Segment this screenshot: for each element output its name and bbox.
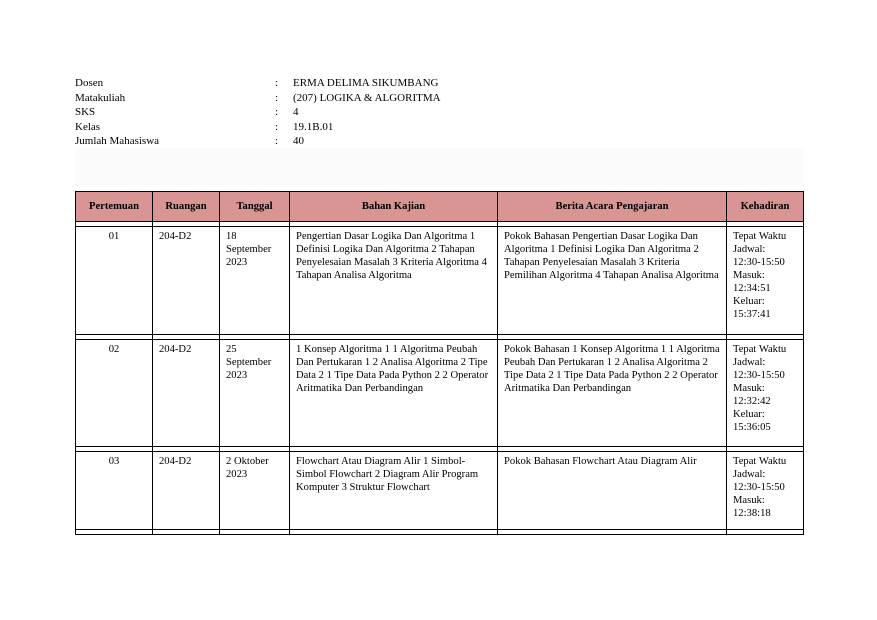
kehadiran-keluar: 15:37:41 [733, 309, 771, 320]
info-row-matakuliah [75, 91, 441, 106]
table-row [76, 452, 804, 530]
kehadiran-masuk-label: Masuk: [733, 495, 765, 506]
info-value: (207) LOGIKA & ALGORITMA [293, 91, 441, 104]
section-spacer [75, 148, 803, 185]
pertemuan-cell: 02 [76, 340, 153, 447]
kehadiran-keluar-label: Keluar: [733, 409, 765, 420]
tanggal-cell: 2 Oktober 2023 [220, 452, 290, 530]
info-row-sks [75, 105, 441, 120]
kehadiran-status: Tepat Waktu [733, 456, 787, 467]
kehadiran-cell [727, 227, 804, 335]
kehadiran-jadwal-label: Jadwal: [733, 357, 766, 368]
kehadiran-jadwal: 12:30-15:50 [733, 257, 785, 268]
kehadiran-status: Tepat Waktu [733, 344, 787, 355]
ruangan-cell: 204-D2 [153, 452, 220, 530]
bahan-kajian-cell: Flowchart Atau Diagram Alir 1 Simbol-Simbol Flowchart 2 Diagram Alir Program Komputer 3 Struktur Flowchart [290, 452, 498, 530]
kehadiran-masuk: 12:38:18 [733, 508, 771, 519]
info-label: Kelas [75, 120, 101, 133]
info-separator: : [275, 91, 279, 104]
info-value: 19.1B.01 [293, 120, 334, 133]
info-row-dosen [75, 76, 441, 91]
column-header-bahan-kajian: Bahan Kajian [290, 192, 498, 222]
kehadiran-cell [727, 452, 804, 530]
kehadiran-jadwal: 12:30-15:50 [733, 482, 785, 493]
kehadiran-masuk-label: Masuk: [733, 383, 765, 394]
info-separator: : [275, 135, 279, 147]
course-info-block [75, 76, 441, 149]
tanggal-cell: 18 September 2023 [220, 227, 290, 335]
info-separator: : [275, 77, 279, 89]
berita-acara-cell: Pokok Bahasan 1 Konsep Algoritma 1 1 Algoritma Peubah Dan Pertukaran 1 2 Analisa Algoritma 2 Tipe Data 2 1 Tipe Data Pada Python 2 2 Operator Aritmatika Dan Perbandingan [498, 340, 727, 447]
info-row-jumlah-mahasiswa [75, 134, 441, 149]
ruangan-cell: 204-D2 [153, 227, 220, 335]
ruangan-cell: 204-D2 [153, 340, 220, 447]
berita-acara-cell: Pokok Bahasan Pengertian Dasar Logika Dan Algoritma 1 Definisi Logika Dan Algoritma 2 Tahapan Penyelesaian Masalah 3 Kriteria Pemilihan Algoritma 4 Tahapan Analisa Algoritma [498, 227, 727, 335]
info-value: 4 [293, 106, 299, 118]
bahan-kajian-cell: Pengertian Dasar Logika Dan Algoritma 1 Definisi Logika Dan Algoritma 2 Tahapan Penyelesaian Masalah 3 Kriteria Algoritma 4 Tahapan Analisa Algoritma [290, 227, 498, 335]
kehadiran-jadwal-label: Jadwal: [733, 469, 766, 480]
column-header-ruangan: Ruangan [153, 192, 220, 222]
info-separator: : [275, 106, 279, 118]
kehadiran-keluar: 15:36:05 [733, 422, 771, 433]
pertemuan-cell: 03 [76, 452, 153, 530]
info-label: Dosen [75, 77, 104, 89]
info-value: 40 [293, 135, 304, 147]
kehadiran-status: Tepat Waktu [733, 231, 787, 242]
kehadiran-masuk-label: Masuk: [733, 270, 765, 281]
info-label: Jumlah Mahasiswa [75, 135, 160, 147]
info-separator: : [275, 120, 279, 133]
info-row-kelas [75, 120, 441, 135]
table-row [76, 340, 804, 447]
teaching-record-table [75, 191, 804, 535]
kehadiran-jadwal-label: Jadwal: [733, 244, 766, 255]
tanggal-cell: 25 September 2023 [220, 340, 290, 447]
table-row [76, 227, 804, 335]
kehadiran-cell [727, 340, 804, 447]
table-header-row [76, 192, 804, 222]
column-header-pertemuan: Pertemuan [76, 192, 153, 222]
kehadiran-masuk: 12:32:42 [733, 396, 771, 407]
berita-acara-cell: Pokok Bahasan Flowchart Atau Diagram Alir [498, 452, 727, 530]
info-label: Matakuliah [75, 91, 126, 104]
info-value: ERMA DELIMA SIKUMBANG [293, 77, 439, 89]
column-header-kehadiran: Kehadiran [727, 192, 804, 222]
column-header-tanggal: Tanggal [220, 192, 290, 222]
kehadiran-keluar-label: Keluar: [733, 296, 765, 307]
bahan-kajian-cell: 1 Konsep Algoritma 1 1 Algoritma Peubah Dan Pertukaran 1 2 Analisa Algoritma 2 Tipe Data 2 1 Tipe Data Pada Python 2 2 Operator Aritmatika Dan Perbandingan [290, 340, 498, 447]
pertemuan-cell: 01 [76, 227, 153, 335]
info-label: SKS [75, 106, 96, 118]
column-header-berita-acara: Berita Acara Pengajaran [498, 192, 727, 222]
kehadiran-jadwal: 12:30-15:50 [733, 370, 785, 381]
kehadiran-masuk: 12:34:51 [733, 283, 771, 294]
row-spacer [76, 530, 804, 535]
